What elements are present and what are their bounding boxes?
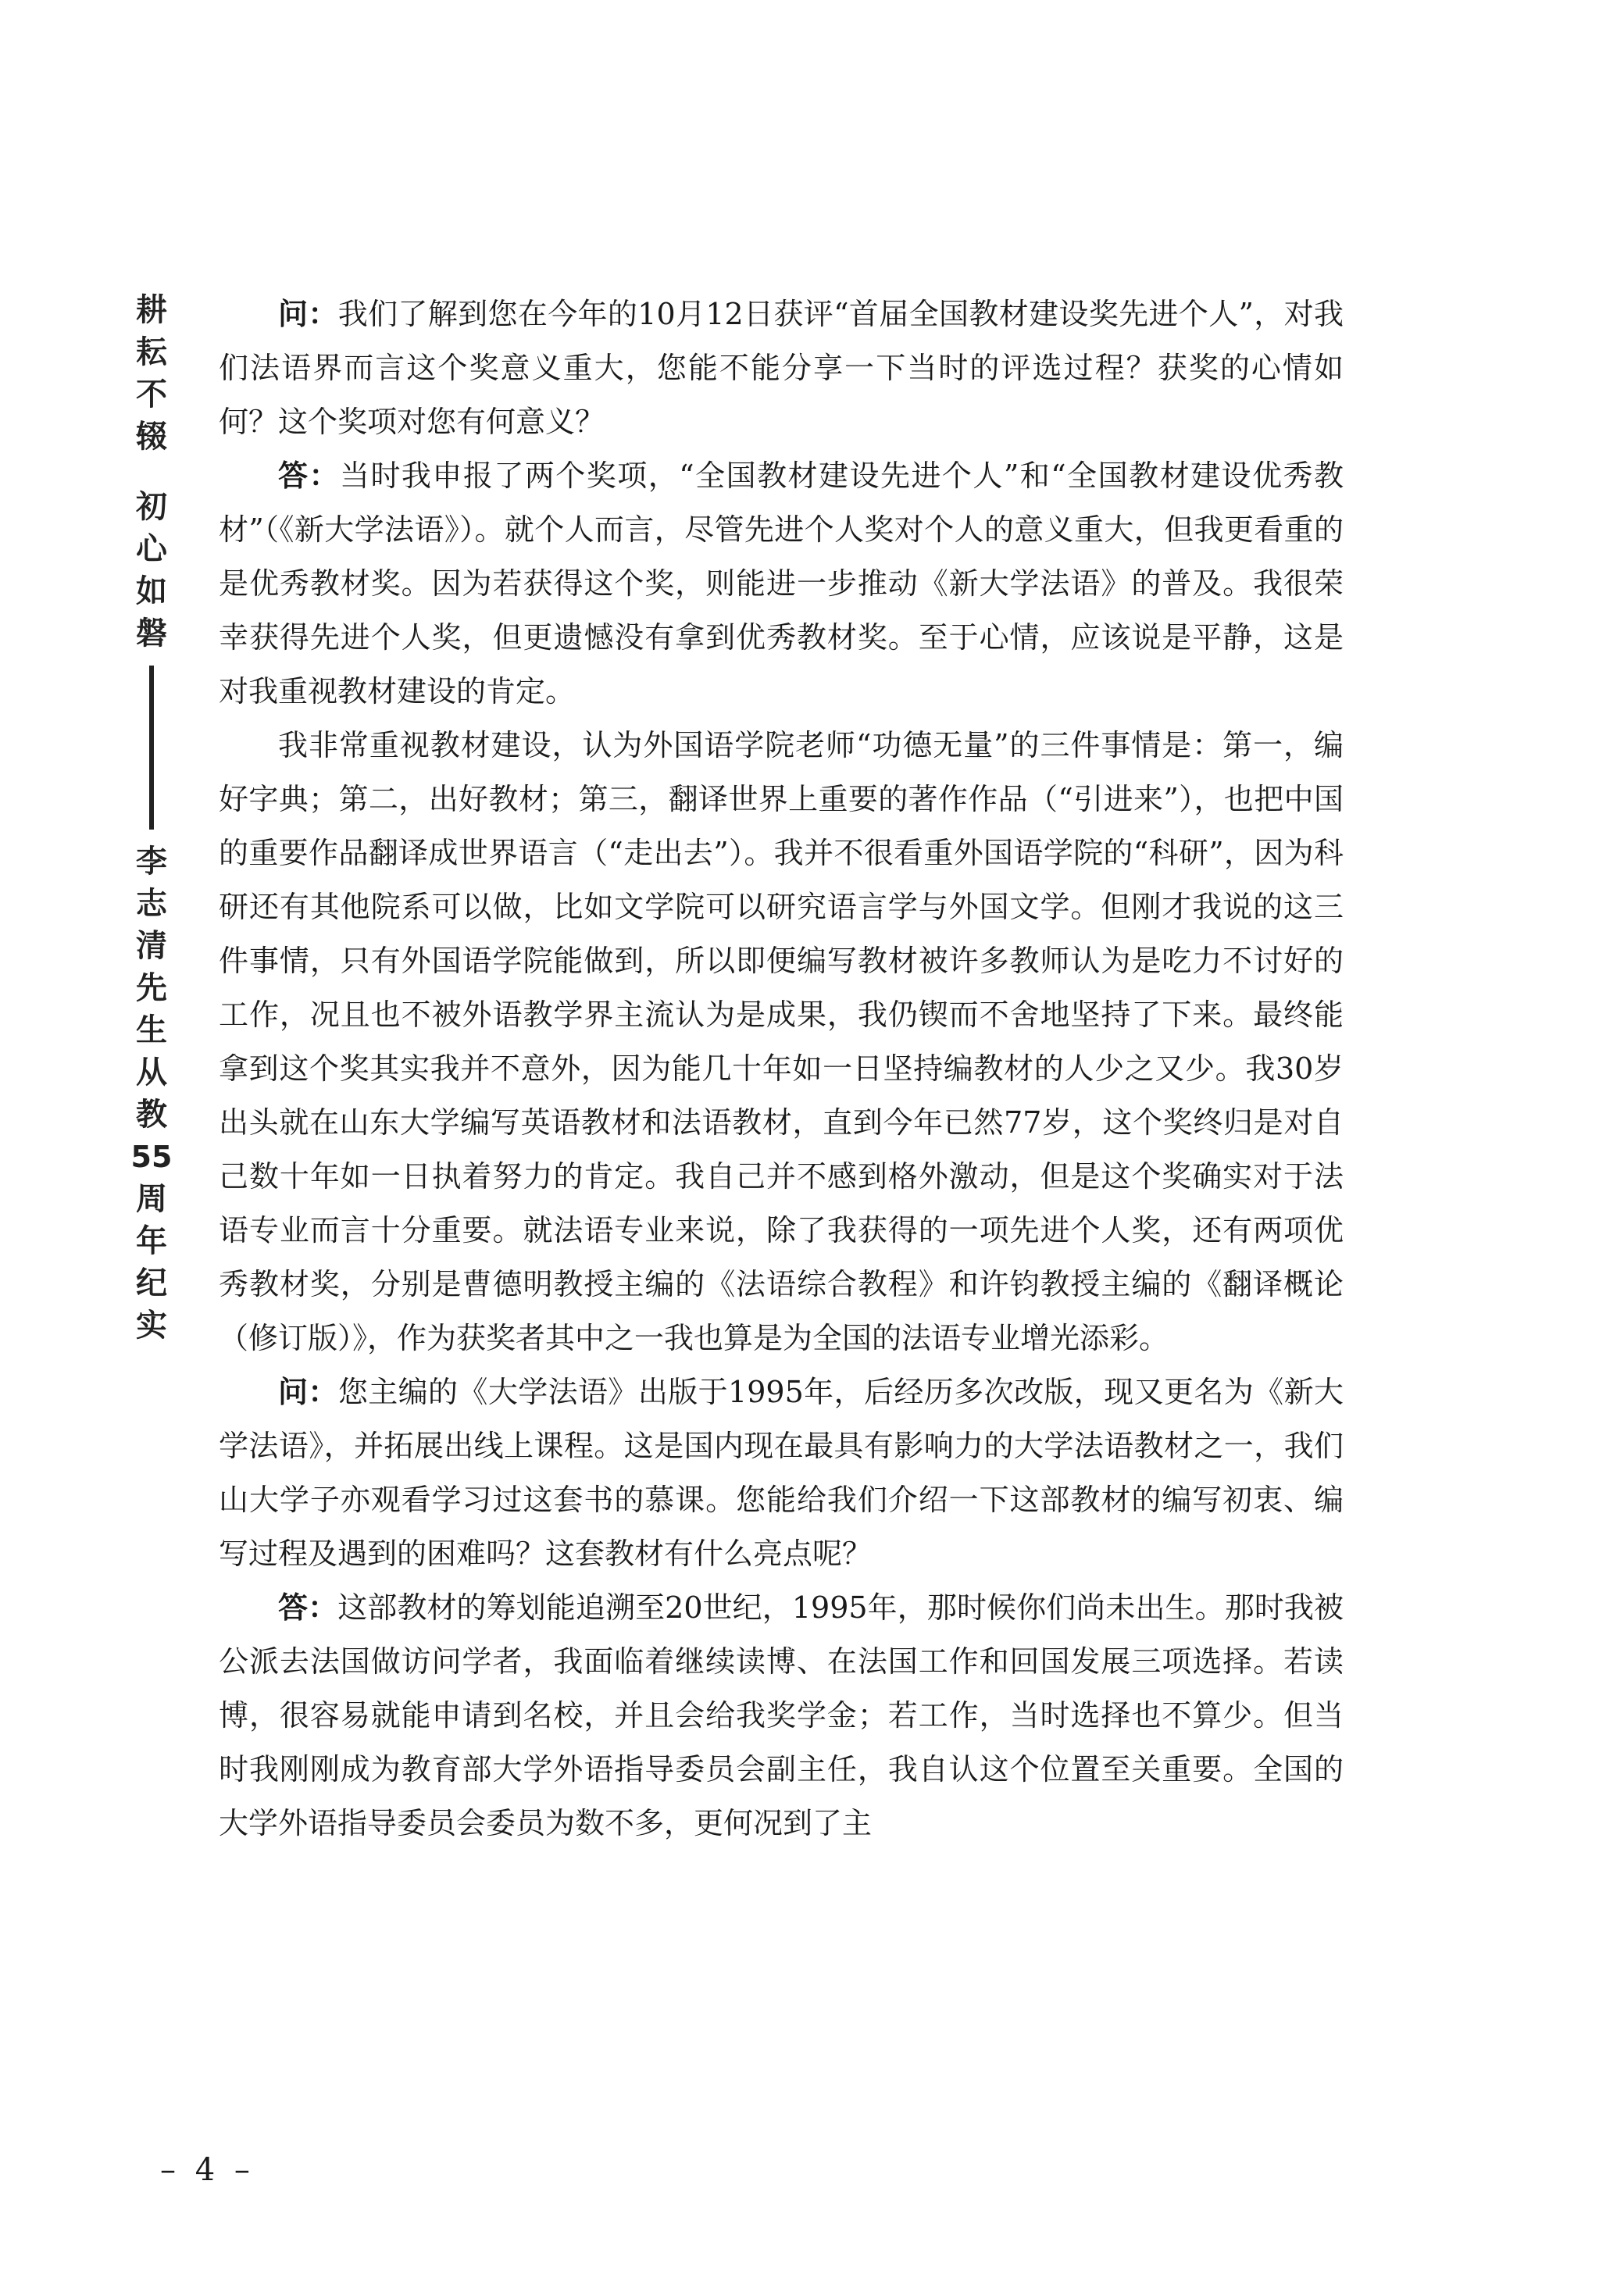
article-body [219, 287, 1344, 1851]
paragraph-text: 当时我申报了两个奖项，“全国教材建设先进个人”和“全国教材建设优秀教材”（《新大学法语》）。就个人而言，尽管先进个人奖对个人的意义重大，但我更看重的是优秀教材奖。因为若获得这个奖，则能进一步推动《新大学法语》的普及。我很荣幸获得先进个人奖，但更遗憾没有拿到优秀教材奖。至于心情，应该说是平静，这是对我重视教材建设的肯定。 [219, 459, 1344, 708]
paragraph-text: 我们了解到您在今年的10月12日获评“首届全国教材建设奖先进个人”，对我们法语界而言这个奖意义重大，您能不能分享一下当时的评选过程？获奖的心情如何？这个奖项对您有何意义？ [219, 297, 1344, 439]
paragraph [219, 1581, 1344, 1851]
running-title-number: 55 [130, 1140, 173, 1174]
paragraph-lead: 问： [278, 1375, 338, 1409]
title-dash [149, 666, 154, 830]
paragraph-text: 我非常重视教材建设，认为外国语学院老师“功德无量”的三件事情是：第一，编好字典；第二，出好教材；第三，翻译世界上重要的著作作品（“引进来”），也把中国的重要作品翻译成世界语言（“走出去”）。我并不很看重外国语学院的“科研”，因为科研还有其他院系可以做，比如文学院可以研究语言学与外国文学。但刚才我说的这三件事情，只有外国语学院能做到，所以即便编写教材被许多教师认为是吃力不讨好的工作，况且也不被外语教学界主流认为是成果，我仍锲而不舍地坚持了下来。最终能拿到这个奖其实我并不意外，因为能几十年如一日坚持编教材的人少之又少。我30岁出头就在山东大学编写英语教材和法语教材，直到今年已然77岁，这个奖终归是对自己数十年如一日执着努力的肯定。我自己并不感到格外激动，但是这个奖确实对于法语专业而言十分重要。就法语专业来说，除了我获得的一项先进个人奖，还有两项优秀教材奖，分别是曹德明教授主编的《法语综合教程》和许钧教授主编的《翻译概论（修订版）》，作为获奖者其中之一我也算是为全国的法语专业增光添彩。 [219, 728, 1344, 1355]
paragraph-lead: 答： [278, 459, 340, 493]
paragraph [219, 719, 1344, 1365]
page-number: – 4 – [160, 2152, 255, 2188]
running-title-part3: 李志清先生从教 [136, 844, 167, 1133]
paragraph-text: 这部教材的筹划能追溯至20世纪，1995年，那时候你们尚未出生。那时我被公派去法国做访问学者，我面临着继续读博、在法国工作和回国发展三项选择。若读博，很容易就能申请到名校，并且会给我奖学金；若工作，当时选择也不算少。但当时我刚刚成为教育部大学外语指导委员会副主任，我自认这个位置至关重要。全国的大学外语指导委员会委员为数不多，更何况到了主 [219, 1590, 1344, 1840]
paragraph [219, 1365, 1344, 1581]
running-title-part1: 耕耘不辍 [136, 292, 167, 455]
running-title-part4: 周年纪实 [136, 1181, 167, 1344]
paragraph [219, 449, 1344, 719]
paragraph [219, 287, 1344, 449]
running-title [128, 289, 175, 1347]
paragraph-lead: 问： [278, 297, 338, 331]
paragraph-text: 您主编的《大学法语》出版于1995年，后经历多次改版，现又更名为《新大学法语》，并拓展出线上课程。这是国内现在最具有影响力的大学法语教材之一，我们山大学子亦观看学习过这套书的慕课。您能给我们介绍一下这部教材的编写初衷、编写过程及遇到的困难吗？这套教材有什么亮点呢？ [219, 1375, 1344, 1571]
running-title-part2: 初心如磐 [136, 489, 167, 651]
paragraph-lead: 答： [278, 1590, 338, 1625]
